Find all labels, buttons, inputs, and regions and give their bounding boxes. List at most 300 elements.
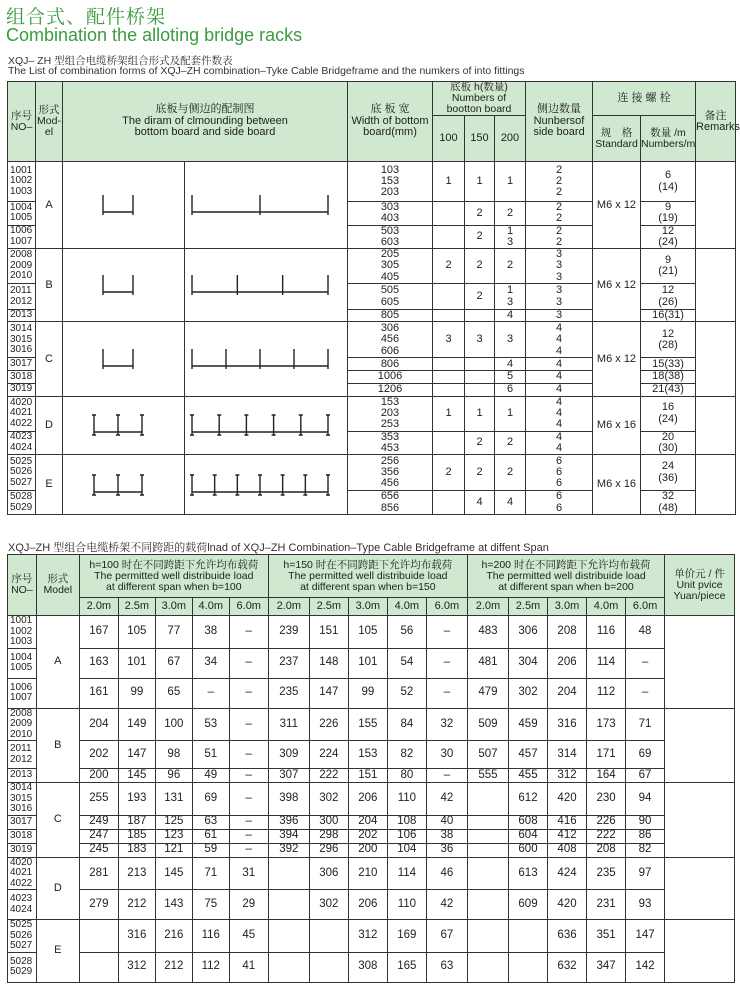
load-value	[467, 920, 508, 953]
bolt-quantity: 32 (48)	[641, 491, 696, 515]
load-value: 46	[426, 857, 467, 890]
load-value: –	[229, 843, 268, 857]
load-value: 212	[118, 890, 155, 920]
load-value: 351	[587, 920, 626, 953]
load-value: 56	[387, 616, 426, 649]
t2-header-price: 单价元 / 件 Unit pvice Yuan/piece	[665, 555, 735, 616]
bottom-width: 153 203 253	[348, 396, 433, 431]
load-value	[467, 890, 508, 920]
load-value: 40	[426, 815, 467, 829]
row-ids: 2013	[8, 310, 36, 322]
load-value: 208	[548, 616, 587, 649]
row-ids: 5025 5026 5027	[8, 455, 36, 491]
load-value	[268, 920, 309, 953]
load-value: 48	[626, 616, 665, 649]
load-value: 255	[79, 783, 118, 816]
remarks-cell	[696, 249, 736, 322]
count-h100	[433, 202, 465, 226]
table-row	[8, 952, 735, 982]
narrow-configuration	[63, 396, 185, 454]
load-value: 608	[509, 815, 548, 829]
side-count: 2 2 2	[526, 162, 593, 202]
bolt-quantity: 20 (30)	[641, 431, 696, 455]
load-value: 204	[348, 815, 387, 829]
side-count: 4	[526, 383, 593, 396]
load-value: 145	[118, 769, 155, 783]
count-h100	[433, 225, 465, 249]
load-value: 509	[467, 708, 508, 741]
span-header: 2.5m	[509, 598, 548, 616]
wide-configuration	[185, 455, 348, 515]
load-value	[509, 920, 548, 953]
count-h100: 3	[433, 322, 465, 358]
table2-caption: XQJ–ZH 型组合电缆桥架不同跨距的载荷lnad of XQJ–ZH Combination–Type Cable Bridgeframe at diffent Span	[8, 542, 549, 554]
table-row	[8, 616, 735, 649]
load-value: 222	[309, 769, 348, 783]
load-value: 67	[426, 920, 467, 953]
load-value: –	[229, 829, 268, 843]
load-value: 42	[426, 890, 467, 920]
t1-header-model: 形式 Mod- el	[36, 82, 63, 162]
bolt-standard: M6 x 16	[593, 396, 641, 454]
load-value: 459	[509, 708, 548, 741]
count-h100	[433, 310, 465, 322]
side-count: 3	[526, 310, 593, 322]
wide-configuration	[185, 322, 348, 396]
load-value: 392	[268, 843, 309, 857]
bolt-quantity: 6 (14)	[641, 162, 696, 202]
configuration-diagram-icon	[63, 409, 173, 441]
load-value: 94	[626, 783, 665, 816]
bolt-standard: M6 x 12	[593, 162, 641, 249]
span-header: 2.5m	[309, 598, 348, 616]
span-header: 2.0m	[268, 598, 309, 616]
count-h100	[433, 358, 465, 371]
t1-header-h200: 200	[495, 116, 526, 162]
table-row	[8, 162, 736, 202]
load-value: 71	[192, 857, 229, 890]
load-value: 309	[268, 741, 309, 769]
load-value: 212	[155, 952, 192, 982]
combination-forms-table	[7, 81, 740, 515]
t1-header-bolt: 连 接 螺 栓	[593, 82, 696, 116]
load-value	[467, 857, 508, 890]
bottom-width: 306 456 606	[348, 322, 433, 358]
unit-price-cell	[665, 708, 735, 783]
side-count: 4 4	[526, 431, 593, 455]
bolt-quantity: 9 (21)	[641, 249, 696, 284]
bolt-standard: M6 x 12	[593, 249, 641, 322]
t2-header-h150: h=150 时在不同跨距下允许均布载荷 The permitted well distribuide load at different span when b=150	[268, 555, 467, 598]
load-value: 279	[79, 890, 118, 920]
load-value: 108	[387, 815, 426, 829]
load-value: 131	[155, 783, 192, 816]
load-value: 38	[426, 829, 467, 843]
load-value: 281	[79, 857, 118, 890]
load-value: 394	[268, 829, 309, 843]
count-h100	[433, 491, 465, 515]
t1-header-standard: 规 格 Standard	[593, 116, 641, 162]
row-ids: 3019	[8, 383, 36, 396]
table-row	[8, 396, 736, 431]
load-value: 312	[348, 920, 387, 953]
configuration-diagram-icon	[63, 469, 173, 501]
bolt-quantity: 12 (24)	[641, 225, 696, 249]
load-value: 302	[309, 783, 348, 816]
load-value: 67	[626, 769, 665, 783]
side-count: 3 3 3	[526, 249, 593, 284]
remarks-cell	[696, 455, 736, 515]
load-value: –	[229, 648, 268, 678]
count-h200: 2	[495, 431, 526, 455]
remarks-cell	[696, 396, 736, 454]
count-h150: 4	[465, 491, 495, 515]
load-value: 93	[626, 890, 665, 920]
side-count: 4 4 4	[526, 396, 593, 431]
load-value	[79, 920, 118, 953]
load-value: 104	[387, 843, 426, 857]
span-header: 6.0m	[426, 598, 467, 616]
load-value: –	[229, 815, 268, 829]
load-value: 100	[155, 708, 192, 741]
load-value: 230	[587, 783, 626, 816]
load-value: 239	[268, 616, 309, 649]
load-value: 77	[155, 616, 192, 649]
load-value: 204	[79, 708, 118, 741]
t2-header-model: 形式 Model	[36, 555, 79, 616]
table-row	[8, 249, 736, 284]
load-value: –	[626, 678, 665, 708]
count-h200: 1 3	[495, 225, 526, 249]
load-value: 110	[387, 783, 426, 816]
row-ids: 4020 4021 4022	[8, 857, 37, 890]
load-value	[309, 920, 348, 953]
count-h100: 2	[433, 455, 465, 491]
load-value: –	[626, 648, 665, 678]
load-value: 347	[587, 952, 626, 982]
load-value: 65	[155, 678, 192, 708]
load-value: 34	[192, 648, 229, 678]
bottom-width: 303 403	[348, 202, 433, 226]
unit-price-cell	[665, 920, 735, 983]
load-value: 200	[348, 843, 387, 857]
load-value: 149	[118, 708, 155, 741]
span-header: 2.0m	[79, 598, 118, 616]
load-value: 202	[348, 829, 387, 843]
bottom-width: 503 603	[348, 225, 433, 249]
table1-caption-cn: XQJ– ZH 型组合电缆桥架组合形式及配套件数表	[8, 55, 233, 67]
title-en: Combination the alloting bridge racks	[6, 25, 303, 45]
model-letter: E	[36, 455, 63, 515]
load-value: 609	[509, 890, 548, 920]
span-header: 3.0m	[155, 598, 192, 616]
model-letter: A	[36, 162, 63, 249]
load-value: 52	[387, 678, 426, 708]
model-letter: D	[36, 857, 79, 920]
load-value: –	[229, 769, 268, 783]
remarks-cell	[696, 162, 736, 249]
t1-header-h100: 100	[433, 116, 465, 162]
configuration-diagram-icon	[185, 269, 335, 301]
bolt-standard: M6 x 12	[593, 322, 641, 396]
count-h150: 2	[465, 284, 495, 310]
configuration-diagram-icon	[185, 409, 335, 441]
bolt-quantity: 16(31)	[641, 310, 696, 322]
load-value: 167	[79, 616, 118, 649]
load-value: 306	[509, 616, 548, 649]
count-h100: 2	[433, 249, 465, 284]
load-value: 298	[309, 829, 348, 843]
row-ids: 2011 2012	[8, 284, 36, 310]
t2-header-h200: h=200 时在不同跨距下允许均布载荷 The permitted well distribuide load at different span when b=200	[467, 555, 664, 598]
configuration-diagram-icon	[63, 343, 173, 375]
count-h100	[433, 383, 465, 396]
count-h200: 1 3	[495, 284, 526, 310]
load-value: 116	[587, 616, 626, 649]
row-ids: 3017	[8, 358, 36, 371]
bottom-width: 353 453	[348, 431, 433, 455]
load-value: 32	[426, 708, 467, 741]
load-value: 308	[348, 952, 387, 982]
load-value: 555	[467, 769, 508, 783]
load-value: 183	[118, 843, 155, 857]
count-h100: 1	[433, 396, 465, 431]
load-value: 300	[309, 815, 348, 829]
row-ids: 4023 4024	[8, 431, 36, 455]
table-row	[8, 920, 735, 953]
row-ids: 3018	[8, 829, 37, 843]
count-h200: 1	[495, 396, 526, 431]
load-value: 213	[118, 857, 155, 890]
side-count: 4	[526, 371, 593, 383]
row-ids: 2011 2012	[8, 741, 37, 769]
load-value: 206	[548, 648, 587, 678]
unit-price-cell	[665, 857, 735, 920]
load-value: 247	[79, 829, 118, 843]
load-value: 169	[387, 920, 426, 953]
bolt-quantity: 24 (36)	[641, 455, 696, 491]
row-ids: 1001 1002 1003	[8, 616, 37, 649]
load-value: 612	[509, 783, 548, 816]
load-value: 420	[548, 890, 587, 920]
load-value: 110	[387, 890, 426, 920]
narrow-configuration	[63, 322, 185, 396]
load-value: 114	[387, 857, 426, 890]
count-h200: 2	[495, 202, 526, 226]
load-value: 185	[118, 829, 155, 843]
table-row	[8, 322, 736, 358]
load-value: –	[229, 678, 268, 708]
count-h150: 2	[465, 202, 495, 226]
load-value: 314	[548, 741, 587, 769]
load-value: 302	[509, 678, 548, 708]
model-letter: B	[36, 249, 63, 322]
load-value: 84	[387, 708, 426, 741]
load-value: 36	[426, 843, 467, 857]
load-value: 145	[155, 857, 192, 890]
count-h150: 1	[465, 396, 495, 431]
count-h200: 4	[495, 491, 526, 515]
load-value: 82	[626, 843, 665, 857]
load-value: 424	[548, 857, 587, 890]
bottom-width: 205 305 405	[348, 249, 433, 284]
load-value: 45	[229, 920, 268, 953]
side-count: 4	[526, 358, 593, 371]
load-value: 396	[268, 815, 309, 829]
load-value: 151	[348, 769, 387, 783]
load-value	[467, 829, 508, 843]
title-cn: 组合式、配件桥架	[6, 7, 167, 28]
model-letter: C	[36, 783, 79, 858]
load-value: 204	[548, 678, 587, 708]
load-value: 31	[229, 857, 268, 890]
narrow-configuration	[63, 249, 185, 322]
load-value: 316	[118, 920, 155, 953]
count-h100	[433, 284, 465, 310]
load-value	[268, 857, 309, 890]
bolt-quantity: 12 (26)	[641, 284, 696, 310]
span-header: 2.0m	[467, 598, 508, 616]
load-value: 90	[626, 815, 665, 829]
bolt-standard: M6 x 16	[593, 455, 641, 515]
narrow-configuration	[63, 162, 185, 249]
load-value: 67	[155, 648, 192, 678]
wide-configuration	[185, 162, 348, 249]
load-value: 202	[79, 741, 118, 769]
load-value	[268, 952, 309, 982]
table-row	[8, 678, 735, 708]
side-count: 6 6 6	[526, 455, 593, 491]
load-value: 61	[192, 829, 229, 843]
count-h100: 1	[433, 162, 465, 202]
load-value: 97	[626, 857, 665, 890]
bottom-width: 256 356 456	[348, 455, 433, 491]
count-h200: 3	[495, 322, 526, 358]
load-value: 99	[348, 678, 387, 708]
count-h200: 2	[495, 455, 526, 491]
bottom-width: 103 153 203	[348, 162, 433, 202]
row-ids: 2008 2009 2010	[8, 249, 36, 284]
load-value: 29	[229, 890, 268, 920]
load-value: 193	[118, 783, 155, 816]
load-value: 479	[467, 678, 508, 708]
table-row	[8, 857, 735, 890]
load-value: 59	[192, 843, 229, 857]
load-value: 235	[587, 857, 626, 890]
load-value: 63	[426, 952, 467, 982]
load-table	[7, 554, 735, 983]
count-h100	[433, 431, 465, 455]
t2-header-h100: h=100 时在不同跨距下允许均布载荷 The permitted well distribuide load at different span when b=100	[79, 555, 268, 598]
load-value: 200	[79, 769, 118, 783]
load-value: 237	[268, 648, 309, 678]
load-value: 69	[192, 783, 229, 816]
model-letter: B	[36, 708, 79, 783]
load-value: 121	[155, 843, 192, 857]
load-value: 249	[79, 815, 118, 829]
load-value: –	[426, 616, 467, 649]
row-ids: 1006 1007	[8, 678, 37, 708]
t1-header-qty: 数量 /m Numbers/m	[641, 116, 696, 162]
table-row	[8, 815, 735, 829]
configuration-diagram-icon	[185, 343, 335, 375]
t1-header-width: 底 板 宽 Width of bottom board(mm)	[348, 82, 433, 162]
load-value: 222	[587, 829, 626, 843]
load-value	[467, 815, 508, 829]
load-value: 82	[387, 741, 426, 769]
load-value: 224	[309, 741, 348, 769]
load-value: 636	[548, 920, 587, 953]
t1-header-remarks: 备注 Remarks	[696, 82, 736, 162]
load-value: 151	[309, 616, 348, 649]
load-value: 208	[587, 843, 626, 857]
load-value: –	[229, 708, 268, 741]
load-value: 51	[192, 741, 229, 769]
load-value: 302	[309, 890, 348, 920]
load-value: –	[229, 616, 268, 649]
load-value: 312	[118, 952, 155, 982]
row-ids: 3019	[8, 843, 37, 857]
load-value: 173	[587, 708, 626, 741]
load-value: –	[229, 741, 268, 769]
count-h150: 2	[465, 225, 495, 249]
load-value: 231	[587, 890, 626, 920]
load-value: 311	[268, 708, 309, 741]
row-ids: 3014 3015 3016	[8, 783, 37, 816]
side-count: 4 4 4	[526, 322, 593, 358]
configuration-diagram-icon	[63, 189, 173, 221]
load-value: 507	[467, 741, 508, 769]
row-ids: 1004 1005	[8, 202, 36, 226]
load-value: 38	[192, 616, 229, 649]
count-h100	[433, 371, 465, 383]
load-value: 613	[509, 857, 548, 890]
load-value: 481	[467, 648, 508, 678]
load-value: 54	[387, 648, 426, 678]
count-h150	[465, 383, 495, 396]
configuration-diagram-icon	[63, 269, 173, 301]
load-value: –	[192, 678, 229, 708]
load-value: 398	[268, 783, 309, 816]
table-row	[8, 741, 735, 769]
load-value: 163	[79, 648, 118, 678]
configuration-diagram-icon	[185, 189, 335, 221]
load-value: 210	[348, 857, 387, 890]
t1-header-no: 序号 NO–	[8, 82, 36, 162]
row-ids: 1004 1005	[8, 648, 37, 678]
count-h200: 4	[495, 358, 526, 371]
load-value: 75	[192, 890, 229, 920]
span-header: 4.0m	[387, 598, 426, 616]
load-value: 171	[587, 741, 626, 769]
row-ids: 2013	[8, 769, 37, 783]
row-ids: 4023 4024	[8, 890, 37, 920]
load-value: 600	[509, 843, 548, 857]
table-row	[8, 708, 735, 741]
count-h150: 2	[465, 249, 495, 284]
load-value	[268, 890, 309, 920]
bolt-quantity: 9 (19)	[641, 202, 696, 226]
load-value: 71	[626, 708, 665, 741]
span-header: 3.0m	[548, 598, 587, 616]
unit-price-cell	[665, 783, 735, 858]
row-ids: 2008 2009 2010	[8, 708, 37, 741]
load-value: 142	[626, 952, 665, 982]
load-value	[509, 952, 548, 982]
load-value: 101	[348, 648, 387, 678]
count-h150: 2	[465, 455, 495, 491]
load-value	[309, 952, 348, 982]
